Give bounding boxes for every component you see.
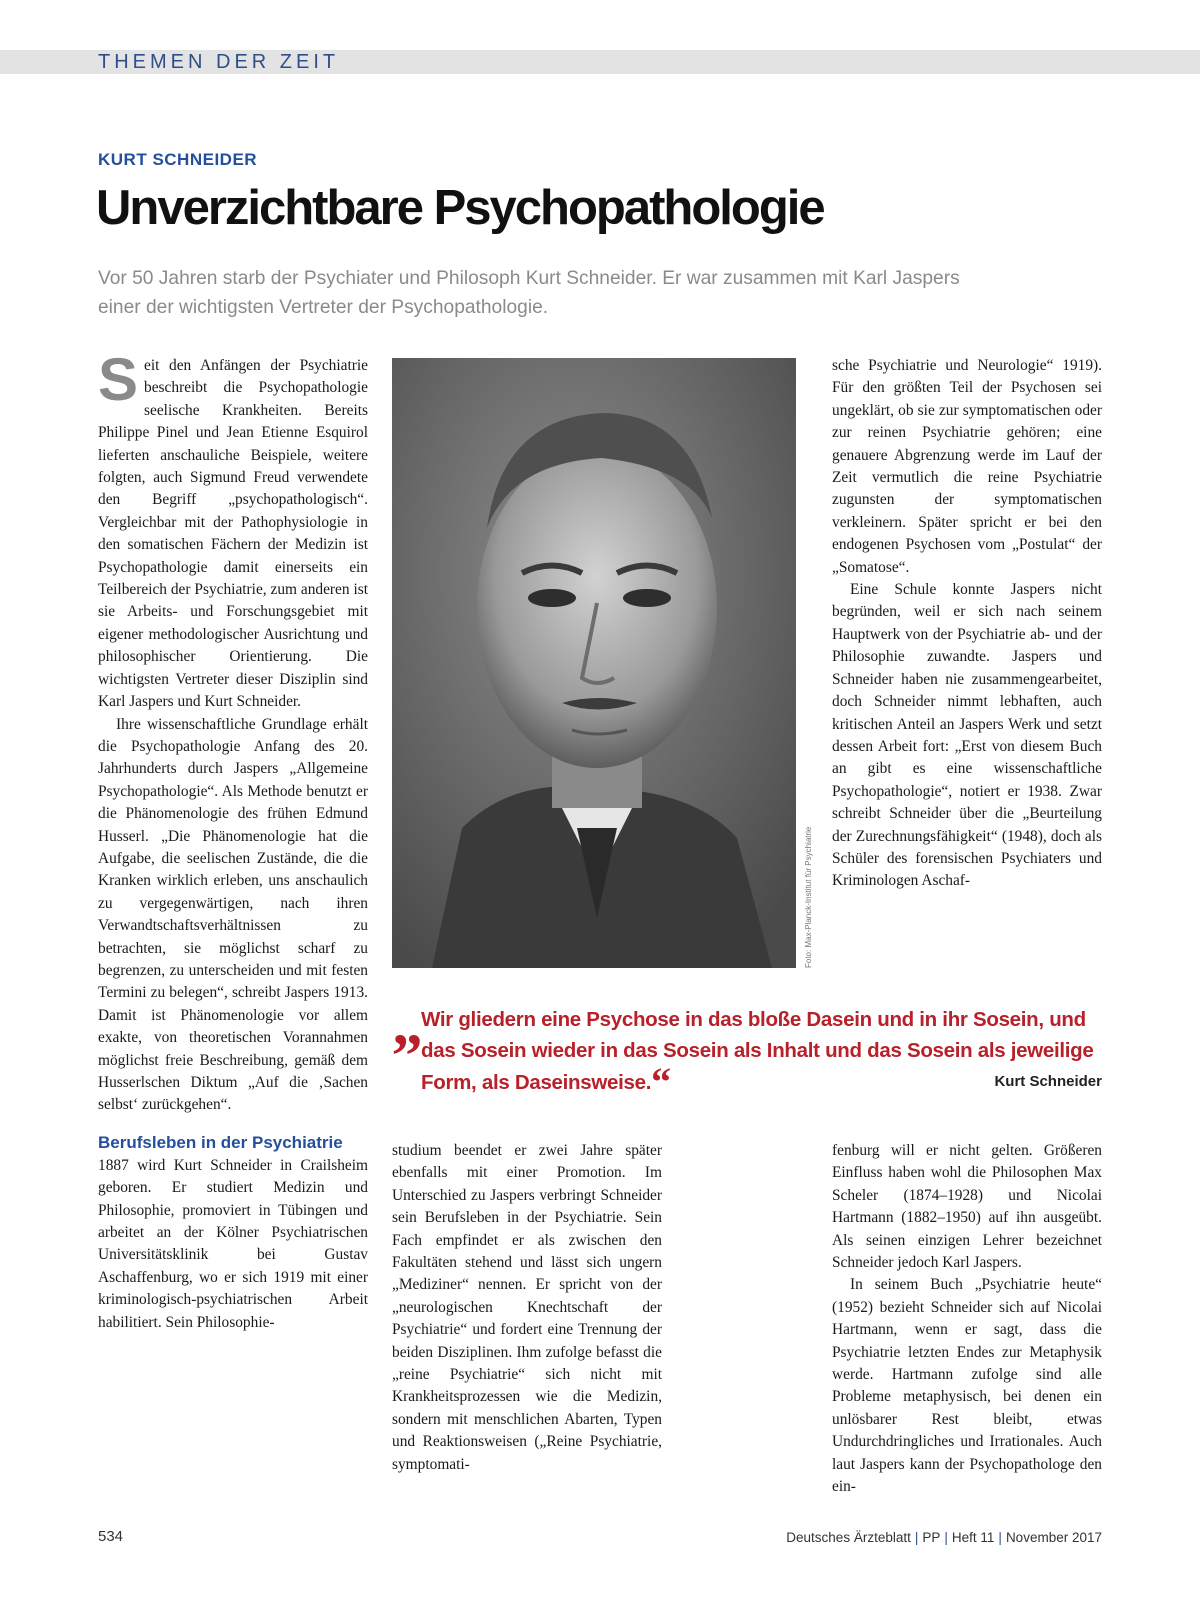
paragraph-text: eit den Anfängen der Psychiatrie beschreibt die Psychopathologie seelische Krankheiten. Bereits Philippe Pinel und Jean Etienne Esquirol lieferten anschauliche Beispiele, weitere folgten, auch Sigmund Freud verwendete den Begriff „psychopathologisch“. Vergleichbar mit der Pathophysiologie in den somatischen Fächern der Medizin ist Psychopathologie damit einerseits ein Teilbereich der Psychiatrie, zum anderen ist sie Arbeits- und Forschungsgebiet mit eigener methodologischer Ausrichtung und philosophischer Orientierung. Die wichtigsten Vertreter dieser Disziplin sind Karl Jaspers und Kurt Schneider. xyxy=(98,357,368,711)
quote-author: Kurt Schneider xyxy=(994,1073,1102,1090)
separator: | xyxy=(944,1530,948,1545)
paragraph: studium beendet er zwei Jahre später ebenfalls mit einer Promotion. Im Unterschied zu Jaspers verbringt Schneider sein Berufsleben in der Psychiatrie. Sein Fach empfindet er als zwischen den Fakultäten stehend und lässt sich ungern „Mediziner“ nennen. Er spricht von der „neurologischen Knechtschaft der Psychiatrie“ und fordert eine Trennung der beiden Disziplinen. Ihm zufolge befasst die „reine Psychiatrie“ sich nicht mit Krankheitsprozessen wie die Medizin, sondern mit menschlichen Abarten, Typen und Reaktionsweisen („Reine Psychiatrie, symptomati- xyxy=(392,1142,662,1473)
paragraph xyxy=(98,355,368,714)
portrait-photo xyxy=(392,358,796,968)
paragraph: sche Psychiatrie und Neurologie“ 1919). Für den größten Teil der Psychosen sei ungeklärt, ob sie zur symptomatischen oder zur reinen Psychiatrie gehören; eine genauere Abgrenzung werde im Lauf der Zeit vermutlich die reine Psychiatrie zugunsten der symptomatischen verkleinern. Später spricht er bei den endogenen Psychosen vom „Postulat“ der „Somatose“. xyxy=(832,357,1102,576)
journal-name: Deutsches Ärzteblatt xyxy=(786,1530,911,1545)
pull-quote-text: Wir gliedern eine Psychose in das bloße Dasein und in ihr Sosein, und das Sosein wieder in das Sosein als Inhalt und das Sosein als jeweilige Form, als Daseinsweise. xyxy=(421,1008,1094,1094)
article-lead: Vor 50 Jahren starb der Psychiater und Philosoph Kurt Schneider. Er war zusammen mit Karl Jaspers einer der wichtigsten Vertreter der Psychopathologie. xyxy=(98,268,960,318)
quote-close-mark: “ xyxy=(651,1059,671,1104)
text-column-2 xyxy=(392,1140,662,1530)
quote-open-mark: „ xyxy=(392,990,423,1058)
paragraph: In seinem Buch „Psychiatrie heute“ (1952) bezieht Schneider sich auf Nicolai Hartmann, wenn er sagt, dass die Psychiatrie letzten Endes zur Metaphysik werde. Hartmann zufolge sind alle Probleme metaphysisch, bei denen ein unlösbarer Rest bleibt, etwas Undurchdringliches und Irrationales. Auch laut Jaspers kann der Psychopathologe den ein- xyxy=(832,1276,1102,1496)
separator: | xyxy=(998,1530,1002,1545)
journal-date: November 2017 xyxy=(1005,1530,1102,1545)
journal-edition: PP xyxy=(922,1530,941,1545)
text-column-4 xyxy=(832,1140,1102,1530)
page-number: 534 xyxy=(98,1528,124,1545)
footer-citation xyxy=(786,1530,1102,1545)
section-label: THEMEN DER ZEIT xyxy=(98,51,340,73)
paragraph: fenburg will er nicht gelten. Größeren Einfluss haben wohl die Philosophen Max Scheler (1874–1928) und Nicolai Hartmann (1882–1950) auf ihn ausgeübt. Als seinen einzigen Lehrer bezeichnet Schneider jedoch Karl Jaspers. xyxy=(832,1142,1102,1272)
paragraph: 1887 wird Kurt Schneider in Crailsheim geboren. Er studiert Medizin und Philosophie, promoviert in Tübingen und arbeitet an der Kölner Psychiatrischen Universitätsklinik bei Gustav Aschaffenburg, wo er sich 1919 mit einer kriminologisch-psychiatrischen Arbeit habilitiert. Sein Philosophie- xyxy=(98,1156,368,1331)
journal-issue: Heft 11 xyxy=(951,1530,995,1545)
drop-cap: S xyxy=(98,355,139,413)
article-kicker: KURT SCHNEIDER xyxy=(98,150,258,169)
portrait-image xyxy=(392,358,796,968)
paragraph: Eine Schule konnte Jaspers nicht begründen, weil er sich nach seinem Hauptwerk von der Psychiatrie ab- und der Philosophie zuwandte. Jaspers und Schneider haben nie zusammengearbeitet, doch Schneider nimmt lebhaften, auch kritischen Anteil an Jaspers Werk und setzt dessen Arbeit fort: „Erst von diesem Buch an gibt es eine wissenschaftliche Psychopathologie“, notiert er 1938. Zwar schreibt Schneider über die „Beurteilung der Zurechnungsfähigkeit“ (1948), doch als Schüler des forensischen Psychiaters und Kriminologen Aschaf- xyxy=(832,581,1102,890)
subheading: Berufsleben in der Psychiatrie xyxy=(98,1132,343,1152)
text-column-1 xyxy=(98,355,368,1510)
separator: | xyxy=(914,1530,919,1545)
article-headline: Unverzichtbare Psychopathologie xyxy=(96,181,824,235)
paragraph: Ihre wissenschaftliche Grundlage erhält die Psychopathologie Anfang des 20. Jahrhunderts durch Jaspers „Allgemeine Psychopathologie“. Als Methode benutzt er die Phänomenologie des frühen Edmund Husserl. „Die Phänomenologie hat die Aufgabe, die seelischen Zustände, die die Kranken wirklich erleben, uns anschaulich zu vergegenwärtigen, nach ihren Verwandtschaftsverhältnissen zu betrachten, sie möglichst scharf zu begrenzen, zu unterscheiden und mit festen Termini zu belegen“, schreibt Jaspers 1913. Damit ist Phänomenologie vor allem exakte, von theoretischen Vorannahmen möglichst freie Beschreibung, gemäß dem Husserlschen Diktum „Auf die ‚Sachen selbst‘ zurückgehen“. xyxy=(98,715,368,1114)
text-column-3 xyxy=(832,355,1102,955)
photo-credit: Foto: Max-Planck-Institut für Psychiatrie xyxy=(804,826,813,968)
